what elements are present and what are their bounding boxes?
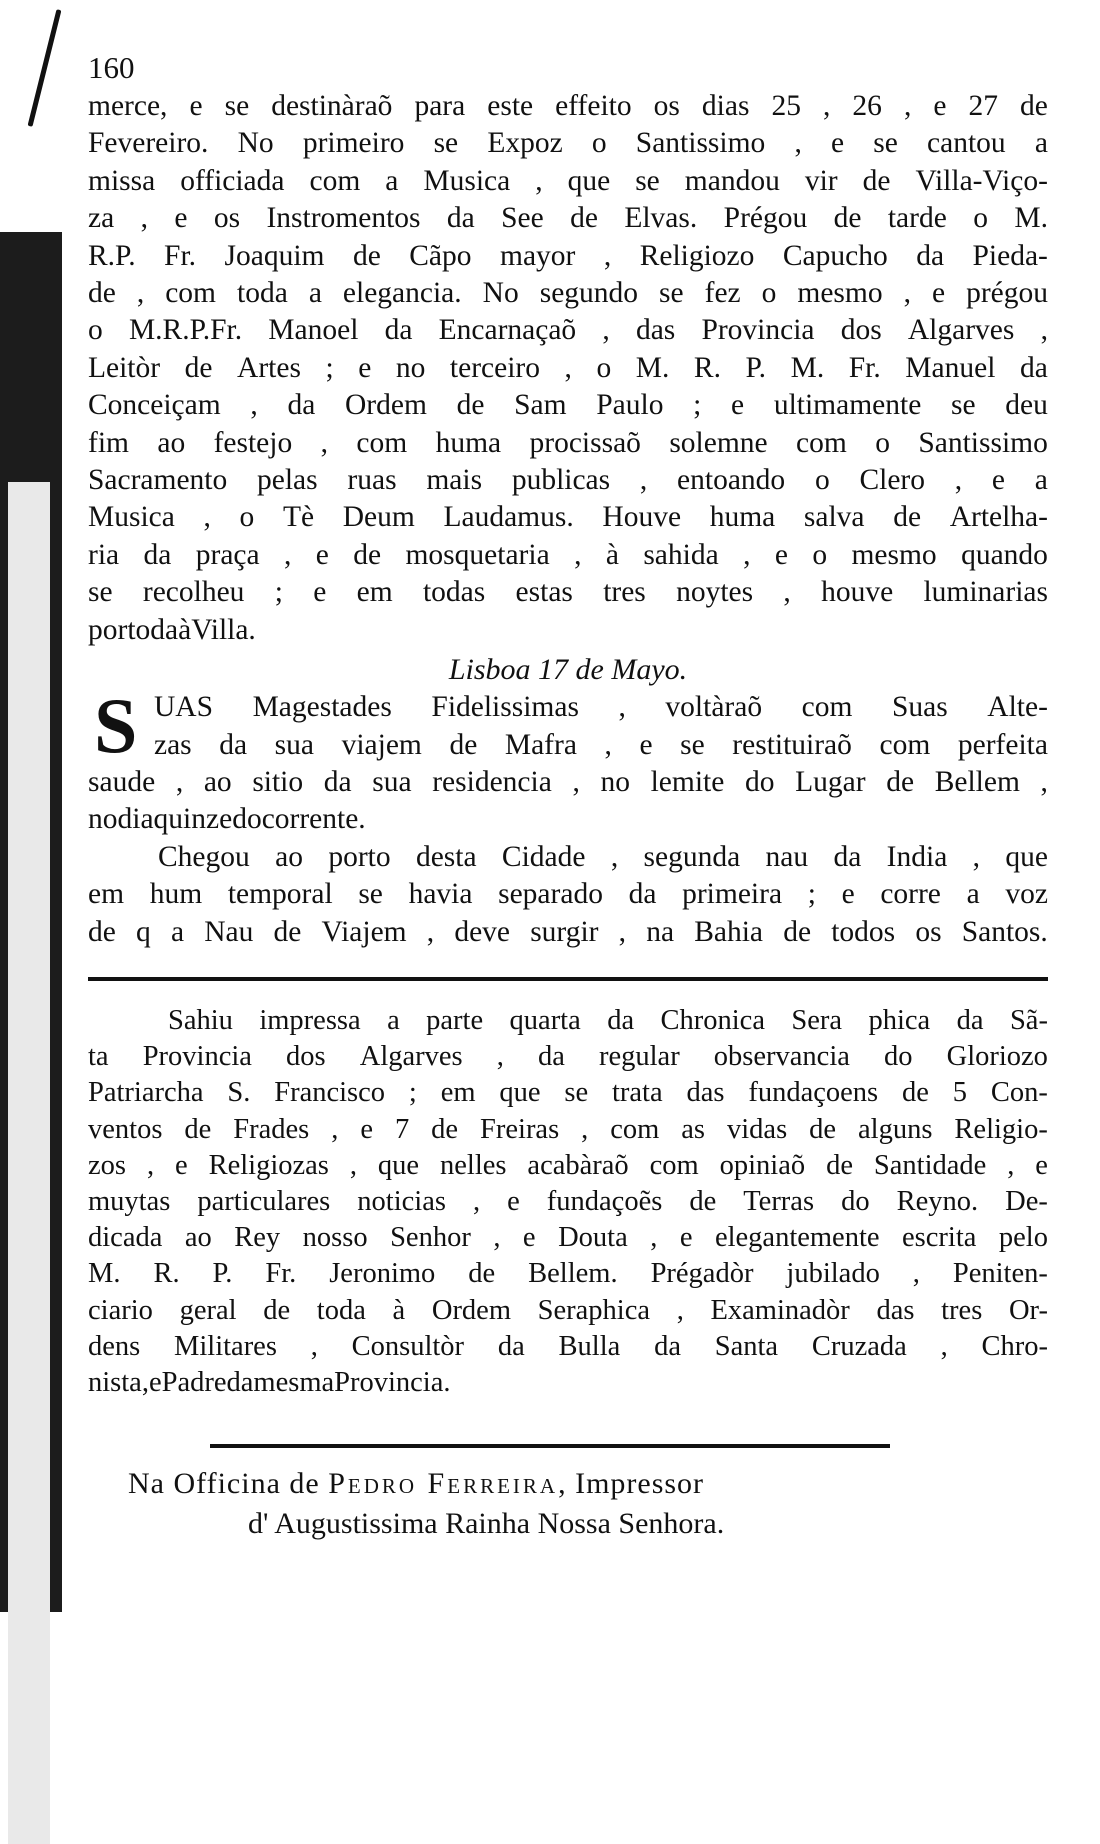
text-line: R.P. Fr. Joaquim de Cãpo mayor , Religiozo Capucho da Pieda- bbox=[88, 239, 1048, 272]
text-line: Conceiçam , da Ordem de Sam Paulo ; e ultimamente se deu bbox=[88, 389, 1048, 422]
text-line: zas da sua viajem de Mafra , e se restituiraõ com perfeita bbox=[154, 728, 1048, 761]
text-line: ria da praça , e de mosquetaria , à sahida , e o mesmo quando bbox=[88, 538, 1048, 571]
news-paragraph-1 bbox=[88, 682, 1048, 839]
imprint-title: , Impressor bbox=[558, 1467, 705, 1500]
text-line: no dia quinze do corrente. bbox=[88, 803, 366, 836]
text-line: nista , e Padre da mesma Provincia. bbox=[88, 1366, 451, 1398]
text-line: de , com toda a elegancia. No segundo se fez o mesmo , e prégou bbox=[88, 277, 1048, 310]
text-line: Sahiu impressa a parte quarta da Chronica Sera phica da Sã- bbox=[168, 1004, 1048, 1036]
page-number: 160 bbox=[88, 50, 135, 85]
text-line: saude , ao sitio da sua residencia , no lemite do Lugar de Bellem , bbox=[88, 765, 1048, 798]
imprint-office: Na Officina de bbox=[128, 1467, 320, 1500]
text-line: se recolheu ; e em todas estas tres noytes , houve luminarias bbox=[88, 576, 1048, 609]
news-first-lines bbox=[88, 682, 1048, 770]
text-line: missa officiada com a Musica , que se mandou vir de Villa-Viço- bbox=[88, 164, 1048, 197]
text-line: Chegou ao porto desta Cidade , segunda nau da India , que bbox=[158, 840, 1048, 873]
text-line: dens Militares , Consultòr da Bulla da Santa Cruzada , Chro- bbox=[88, 1330, 1048, 1362]
text-line: UAS Magestades Fidelissimas , voltàraõ com Suas Alte- bbox=[154, 691, 1048, 724]
text-line: Musica , o Tè Deum Laudamus. Houve huma salva de Artelha- bbox=[88, 501, 1048, 534]
text-line: ciario geral de toda à Ordem Seraphica , Examinadòr das tres Or- bbox=[88, 1294, 1048, 1326]
text-line: merce, e se destinàraõ para este effeito os dias 25 , 26 , e 27 de bbox=[88, 90, 1048, 122]
margin-ink-stroke bbox=[28, 9, 62, 127]
text-line: muytas particulares noticias , e fundaçoẽs de Terras do Reyno. De- bbox=[88, 1185, 1048, 1217]
text-line: zos , e Religiozas , que nelles acabàraõ com opiniaõ de Santidade , e bbox=[88, 1149, 1048, 1181]
text-line: de q a Nau de Viajem , deve surgir , na Bahia de todos os Santos. bbox=[88, 915, 1048, 948]
imprint-line-2: d' Augustissima Rainha Nossa Senhora. bbox=[248, 1507, 725, 1540]
text-line: por toda à Villa. bbox=[88, 613, 256, 646]
page-text-block bbox=[88, 50, 1048, 1401]
imprint bbox=[128, 1464, 968, 1544]
text-line: Fevereiro. No primeiro se Expoz o Santissimo , e se cantou a bbox=[88, 127, 1048, 160]
article-paragraph bbox=[88, 88, 1048, 649]
text-line: dicada ao Rey nosso Senhor , e Douta , e elegantemente escrita pelo bbox=[88, 1222, 1048, 1254]
text-line: fim ao festejo , com huma procissaõ solemne com o Santissimo bbox=[88, 426, 1048, 459]
news-paragraph-2 bbox=[88, 839, 1048, 951]
text-line: ta Provincia dos Algarves , da regular observancia do Gloriozo bbox=[88, 1041, 1048, 1073]
scan-left-edge-inner bbox=[8, 482, 50, 1844]
imprint-line-1 bbox=[128, 1464, 968, 1504]
imprint-printer: Pedro Ferreira bbox=[328, 1467, 559, 1500]
dateline: Lisboa 17 de Mayo. bbox=[448, 653, 688, 687]
text-line: em hum temporal se havia separado da primeira ; e corre a voz bbox=[88, 878, 1048, 911]
text-line: Sacramento pelas ruas mais publicas , entoando o Clero , e a bbox=[88, 464, 1048, 497]
text-line: ventos de Frades , e 7 de Freiras , com as vidas de alguns Religio- bbox=[88, 1113, 1048, 1145]
drop-cap: S bbox=[94, 682, 138, 770]
text-line: M. R. P. Fr. Jeronimo de Bellem. Prégadòr jubilado , Peniten- bbox=[88, 1258, 1048, 1290]
imprint-rule bbox=[210, 1444, 890, 1448]
news-rest-lines bbox=[88, 764, 1048, 839]
text-line: Patriarcha S. Francisco ; em que se trata das fundaçoens de 5 Con- bbox=[88, 1077, 1048, 1109]
text-line: Leitòr de Artes ; e no terceiro , o M. R. P. M. Fr. Manuel da bbox=[88, 351, 1048, 384]
text-line: za , e os Instromentos da See de Elvas. Prégou de tarde o M. bbox=[88, 202, 1048, 235]
section-rule bbox=[88, 977, 1048, 981]
scan-left-edge bbox=[0, 232, 62, 1612]
text-line: o M.R.P.Fr. Manoel da Encarnaçaõ , das Provincia dos Algarves , bbox=[88, 314, 1048, 347]
book-notice bbox=[88, 1003, 1048, 1401]
